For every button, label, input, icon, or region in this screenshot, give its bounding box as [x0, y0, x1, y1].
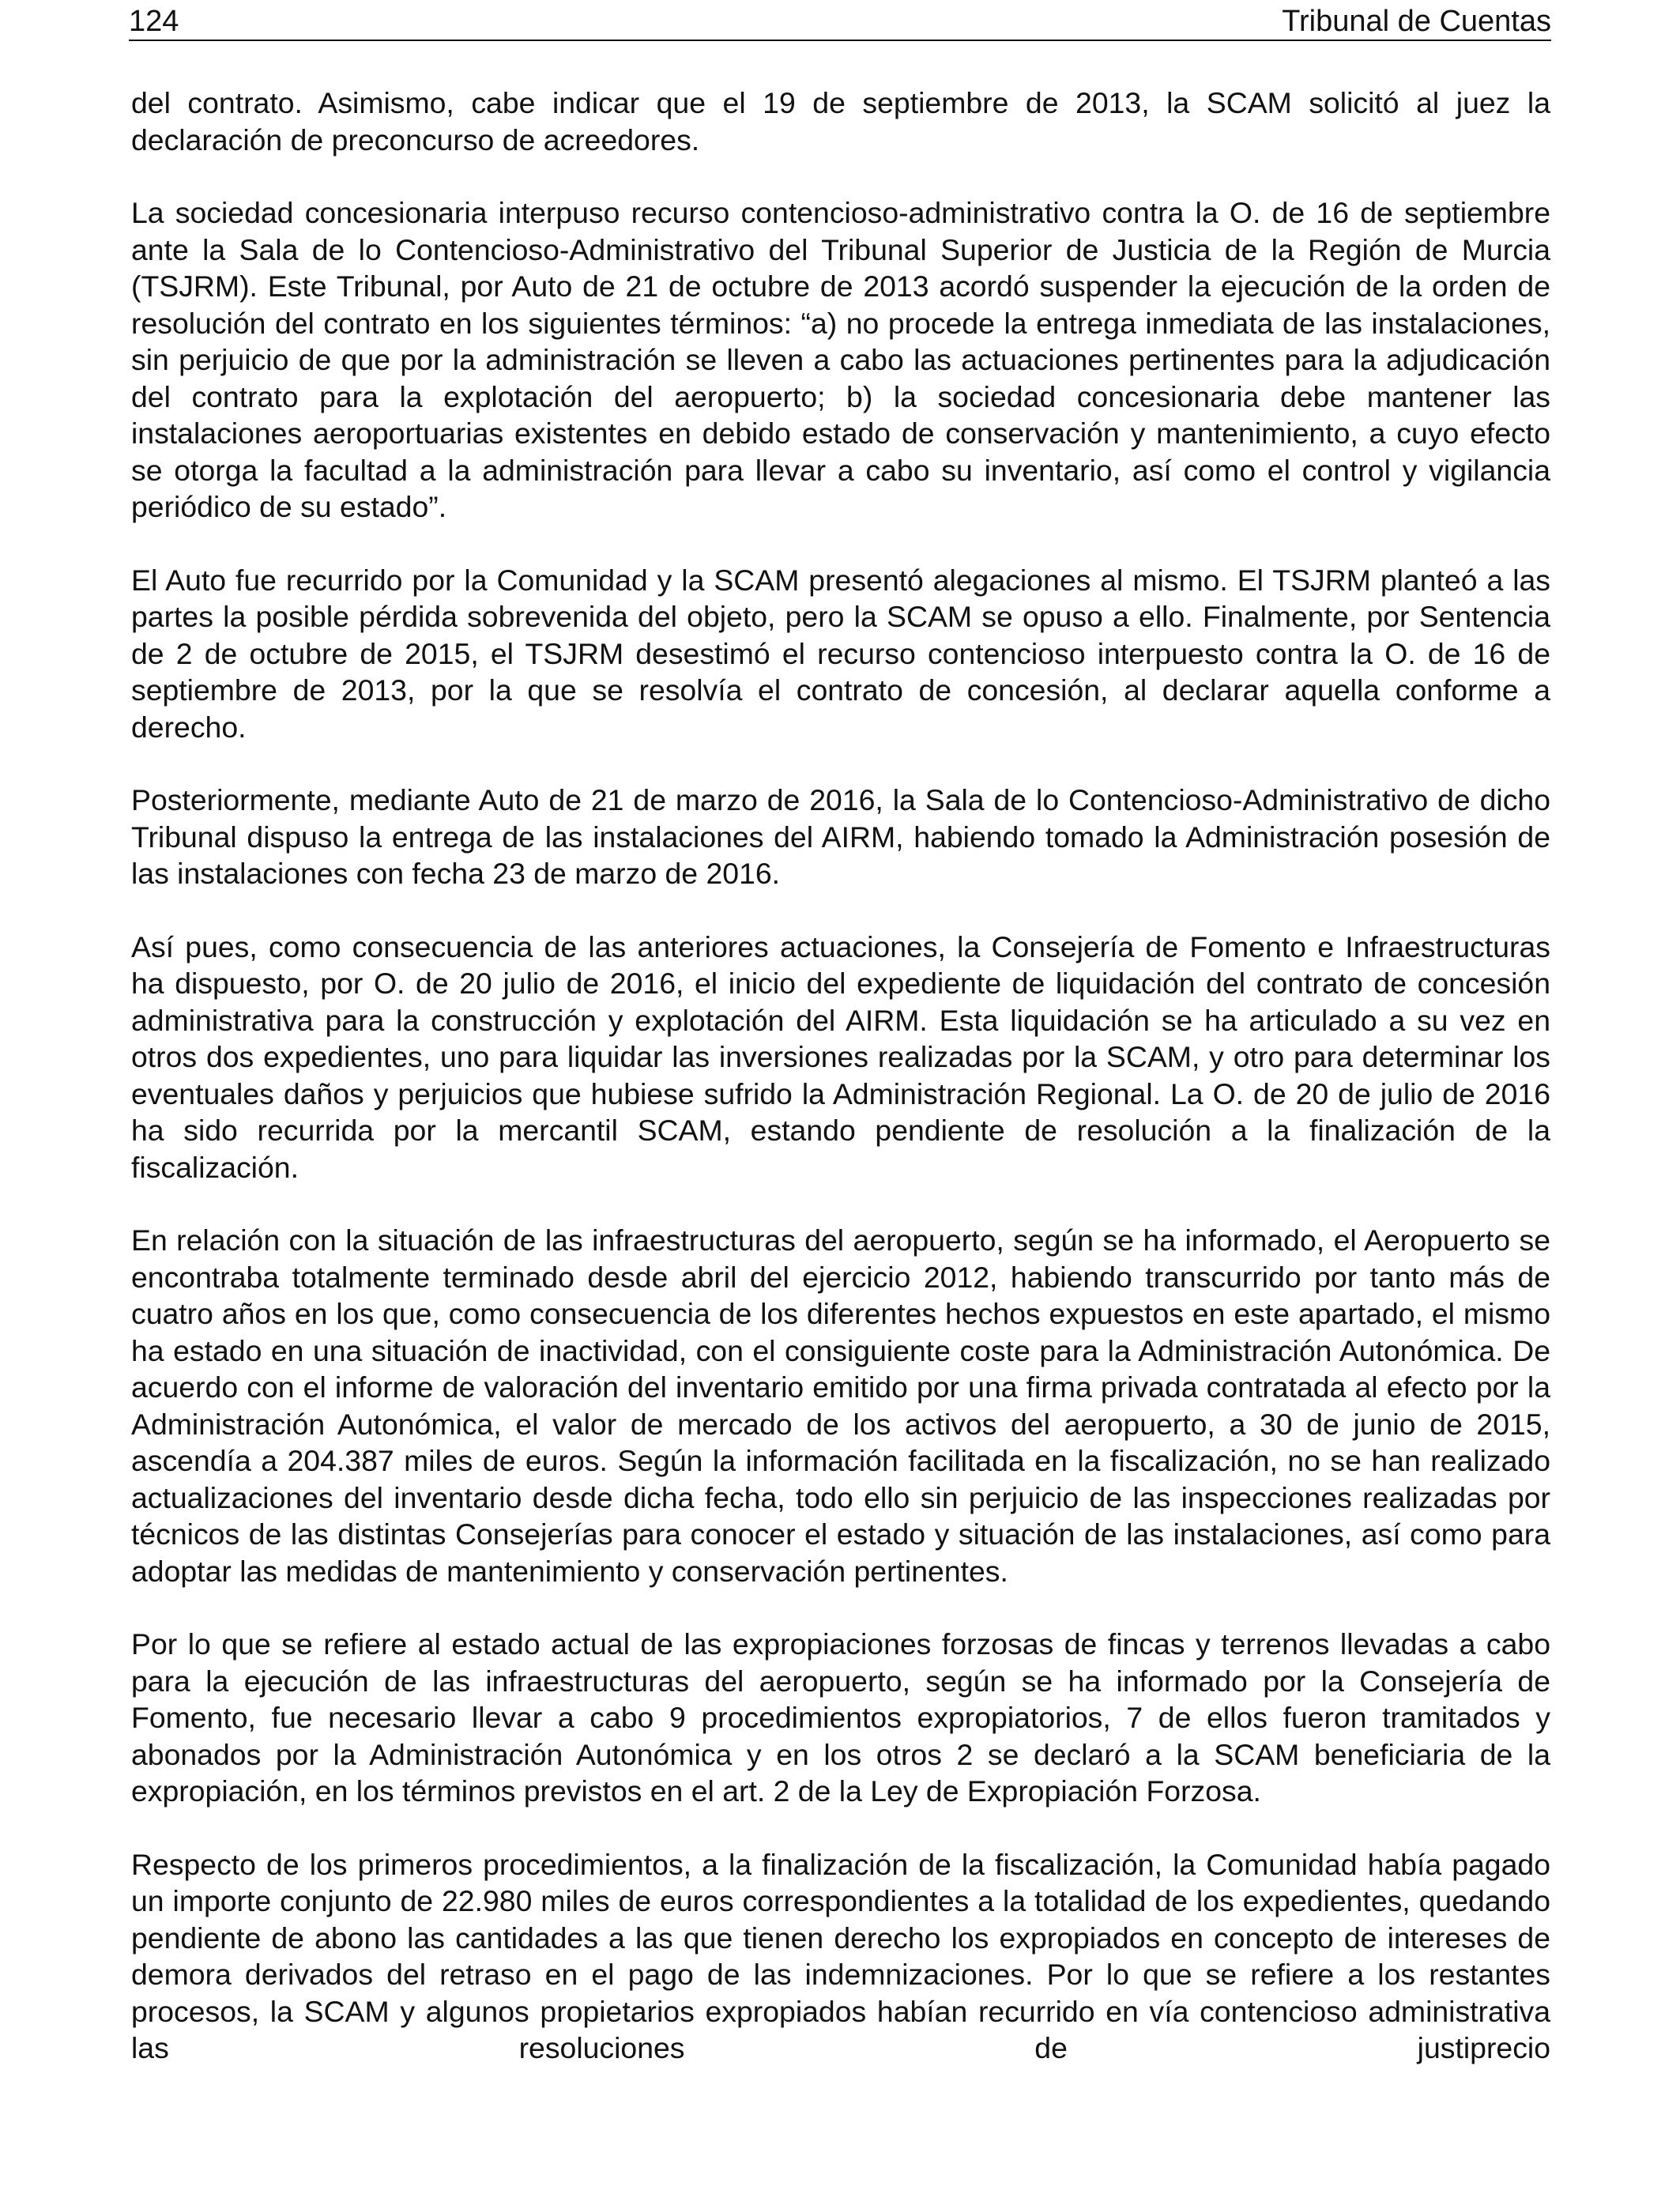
paragraph: Respecto de los primeros procedimientos, a la finalización de la fiscalización, la Comunidad había pagado un importe conjunto de 22.980 miles de euros correspondientes a la totalidad de los expedientes, quedando pendiente de abono las cantidades a las que tienen derecho los expropiados en concepto de intereses de demora derivados del retraso en el pago de las indemnizaciones. Por lo que se refiere a los restantes procesos, la SCAM y algunos propietarios expropiados habían recurrido en vía contencioso administrativa las resoluciones de justiprecio [131, 1847, 1550, 2064]
paragraph: Por lo que se refiere al estado actual de las expropiaciones forzosas de fincas y terrenos llevadas a cabo para la ejecución de las infraestructuras del aeropuerto, según se ha informado por la Consejería de Fomento, fue necesario llevar a cabo 9 procedimientos expropiatorios, 7 de ellos fueron tramitados y abonados por la Administración Autonómica y en los otros 2 se declaró a la SCAM beneficiaria de la expropiación, en los términos previstos en el art. 2 de la Ley de Expropiación Forzosa. [131, 1627, 1550, 1808]
header-divider [129, 40, 1551, 41]
paragraph: La sociedad concesionaria interpuso recurso contencioso-administrativo contra la O. de 16 de septiembre ante la Sala de lo Contencioso-Administrativo del Tribunal Superior de Justicia de la Región de Murcia (TSJRM). Este Tribunal, por Auto de 21 de octubre de 2013 acordó suspender la ejecución de la orden de resolución del contrato en los siguientes términos: “a) no procede la entrega inmediata de las instalaciones, sin perjuicio de que por la administración se lleven a cabo las actuaciones pertinentes para la adjudicación del contrato para la explotación del aeropuerto; b) la sociedad concesionaria debe mantener las instalaciones aeroportuarias existentes en debido estado de conservación y mantenimiento, a cuyo efecto se otorga la facultad a la administración para llevar a cabo su inventario, así como el control y vigilancia periódico de su estado”. [131, 196, 1550, 523]
document-body [131, 85, 1550, 2067]
paragraph: En relación con la situación de las infraestructuras del aeropuerto, según se ha informado, el Aeropuerto se encontraba totalmente terminado desde abril del ejercicio 2012, habiendo transcurrido por tanto más de cuatro años en los que, como consecuencia de los diferentes hechos expuestos en este apartado, el mismo ha estado en una situación de inactividad, con el consiguiente coste para la Administración Autonómica. De acuerdo con el informe de valoración del inventario emitido por una firma privada contratada al efecto por la Administración Autonómica, el valor de mercado de los activos del aeropuerto, a 30 de junio de 2015, ascendía a 204.387 miles de euros. Según la información facilitada en la fiscalización, no se han realizado actualizaciones del inventario desde dicha fecha, todo ello sin perjuicio de las inspecciones realizadas por técnicos de las distintas Consejerías para conocer el estado y situación de las instalaciones, así como para adoptar las medidas de mantenimiento y conservación pertinentes. [131, 1223, 1550, 1588]
publication-title: Tribunal de Cuentas [1282, 5, 1551, 38]
paragraph: Posteriormente, mediante Auto de 21 de marzo de 2016, la Sala de lo Contencioso-Administrativo de dicho Tribunal dispuso la entrega de las instalaciones del AIRM, habiendo tomado la Administración posesión de las instalaciones con fecha 23 de marzo de 2016. [131, 783, 1550, 890]
paragraph: del contrato. Asimismo, cabe indicar que el 19 de septiembre de 2013, la SCAM solicitó al juez la declaración de preconcurso de acreedores. [131, 86, 1550, 156]
paragraph: El Auto fue recurrido por la Comunidad y la SCAM presentó alegaciones al mismo. El TSJRM planteó a las partes la posible pérdida sobrevenida del objeto, pero la SCAM se opuso a ello. Finalmente, por Sentencia de 2 de octubre de 2015, el TSJRM desestimó el recurso contencioso interpuesto contra la O. de 16 de septiembre de 2013, por la que se resolvía el contrato de concesión, al declarar aquella conforme a derecho. [131, 563, 1550, 744]
page-number: 124 [129, 5, 179, 38]
paragraph: Así pues, como consecuencia de las anteriores actuaciones, la Consejería de Fomento e Infraestructuras ha dispuesto, por O. de 20 julio de 2016, el inicio del expediente de liquidación del contrato de concesión administrativa para la construcción y explotación del AIRM. Esta liquidación se ha articulado a su vez en otros dos expedientes, uno para liquidar las inversiones realizadas por la SCAM, y otro para determinar los eventuales daños y perjuicios que hubiese sufrido la Administración Regional. La O. de 20 de julio de 2016 ha sido recurrida por la mercantil SCAM, estando pendiente de resolución a la finalización de la fiscalización. [131, 929, 1550, 1184]
page-header [129, 5, 1551, 38]
